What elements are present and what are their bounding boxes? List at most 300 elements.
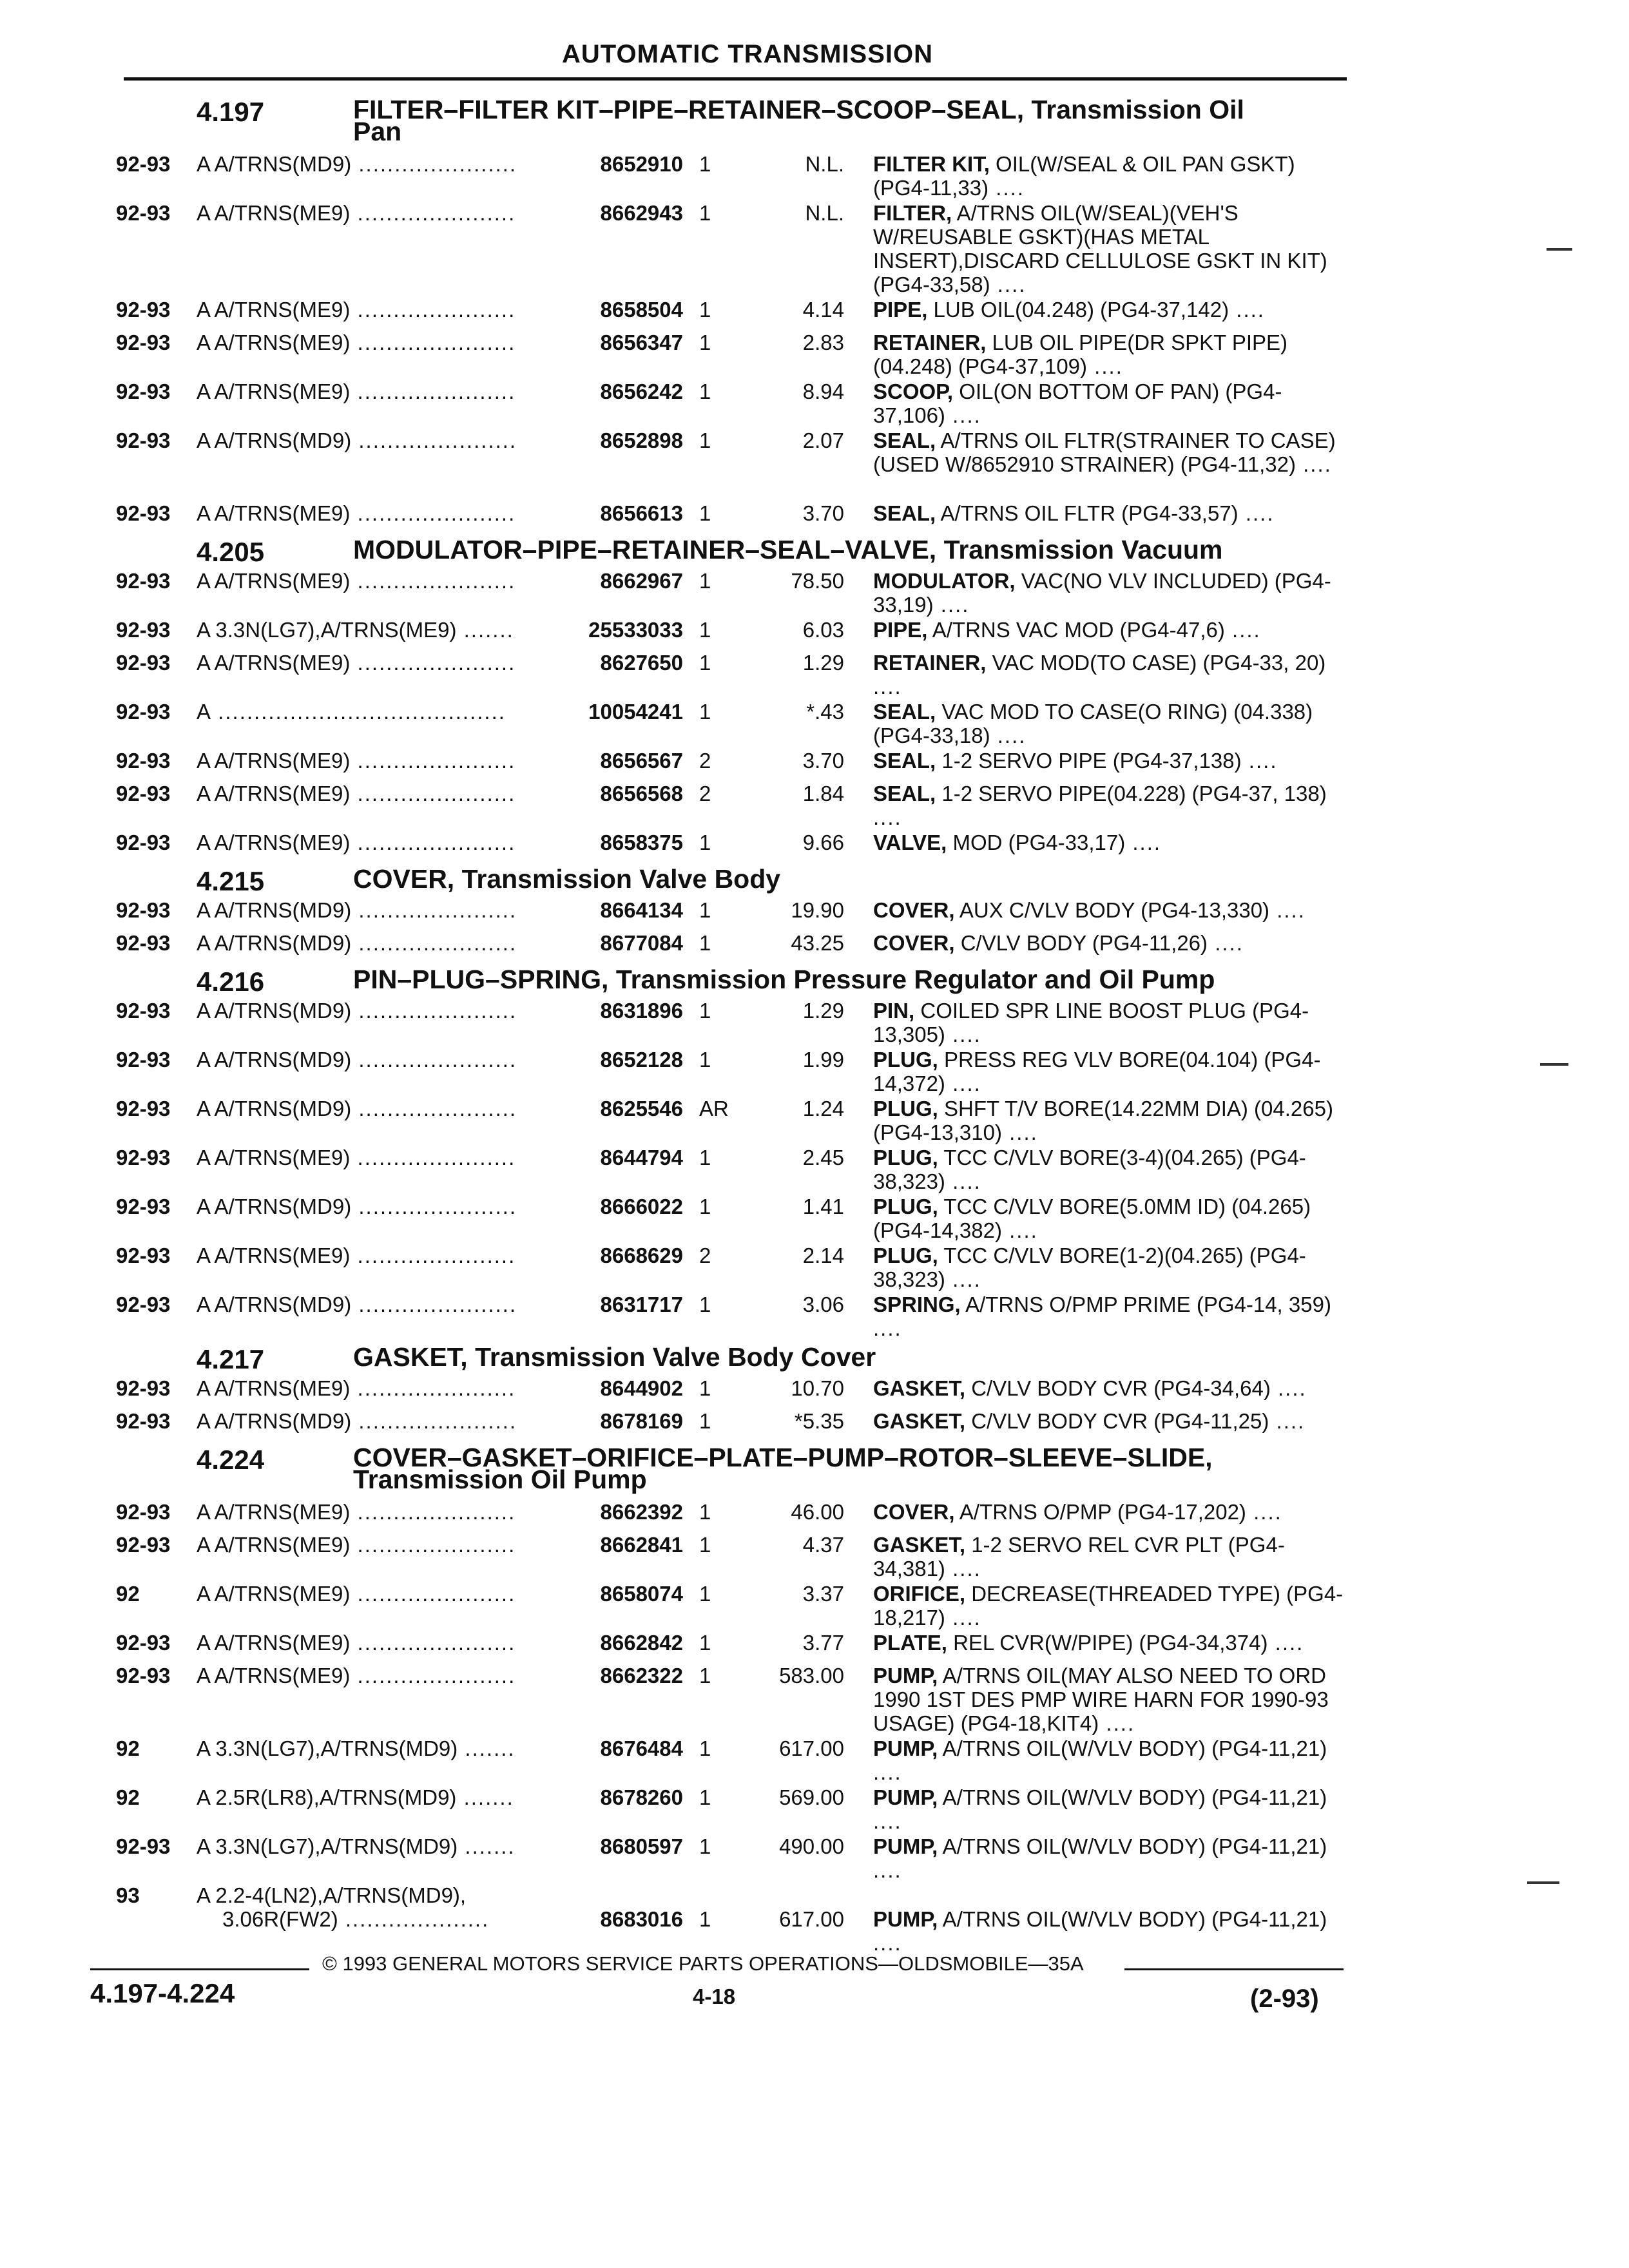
section-title — [353, 537, 1223, 562]
quantity: 1 — [699, 569, 711, 593]
part-description — [873, 1785, 1347, 1833]
application-text: A 2.2-4(LN2),A/TRNS(MD9), — [197, 1883, 467, 1907]
part-number: 8627650 — [600, 651, 683, 675]
footer-rule-left — [90, 1968, 309, 1970]
leader-dots: ...................... — [350, 1146, 516, 1169]
part-description — [873, 1293, 1347, 1340]
part-detail: VAC(NO VLV INCLUDED) (PG4-33,19) — [873, 569, 1331, 617]
unit-price: 8.94 — [802, 380, 844, 403]
application-text: A 2.5R(LR8),A/TRNS(MD9) — [197, 1785, 457, 1809]
part-detail: VAC MOD(TO CASE) (PG4-33, 20) — [992, 651, 1326, 675]
part-detail: C/VLV BODY (PG4-11,26) — [960, 931, 1208, 955]
unit-price: 1.84 — [802, 782, 844, 805]
unit-price: 78.50 — [791, 569, 844, 593]
part-name: PIPE, — [873, 298, 928, 322]
part-detail: TCC C/VLV BORE(3-4)(04.265) (PG4-38,323) — [873, 1146, 1306, 1193]
part-description — [873, 569, 1347, 617]
section-title — [353, 1445, 1213, 1492]
part-detail: AUX C/VLV BODY (PG4-13,330) — [959, 898, 1270, 922]
model-years: 92-93 — [116, 1500, 171, 1524]
leader-dots: .... — [1001, 1120, 1038, 1144]
leader-dots: ...................... — [350, 380, 516, 403]
leader-dots: .... — [1224, 618, 1261, 642]
application — [197, 1736, 557, 1760]
leader-dots: .... — [873, 1760, 902, 1784]
leader-dots: ....... — [458, 1736, 516, 1760]
header-rule — [124, 77, 1347, 81]
part-name: PUMP, — [873, 1664, 938, 1687]
model-years: 92-93 — [116, 700, 171, 724]
part-description — [873, 380, 1347, 427]
leader-dots: ........................................ — [211, 700, 506, 724]
unit-price: 46.00 — [791, 1500, 844, 1524]
model-years: 92-93 — [116, 298, 171, 322]
quantity: 1 — [699, 1500, 711, 1524]
part-description — [873, 1146, 1347, 1193]
leader-dots: .... — [1269, 898, 1306, 922]
part-description — [873, 1533, 1347, 1581]
part-description — [873, 831, 1347, 854]
part-description — [873, 1048, 1347, 1095]
application-text: A A/TRNS(ME9) — [197, 201, 351, 225]
part-name: COVER, — [873, 1500, 955, 1524]
part-number: 8662322 — [600, 1664, 683, 1687]
leader-dots: ...................... — [350, 201, 516, 225]
part-name: ORIFICE, — [873, 1582, 966, 1606]
quantity: 2 — [699, 749, 711, 773]
part-description — [873, 1907, 1347, 1955]
leader-dots: ...................... — [351, 1048, 517, 1072]
part-description — [873, 999, 1347, 1046]
model-years: 92-93 — [116, 1195, 171, 1218]
part-number: 8656347 — [600, 331, 683, 354]
leader-dots: ...................... — [350, 501, 516, 525]
application-text: A A/TRNS(ME9) — [197, 1631, 351, 1655]
section-number: 4.217 — [197, 1344, 265, 1374]
part-number: 8631717 — [600, 1293, 683, 1316]
application-text: A A/TRNS(ME9) — [197, 651, 351, 675]
part-description — [873, 931, 1347, 955]
application — [197, 1582, 557, 1606]
unit-price: 3.77 — [802, 1631, 844, 1655]
leader-dots: .... — [1001, 1218, 1038, 1242]
leader-dots: ...................... — [350, 1500, 516, 1524]
application — [197, 428, 557, 452]
quantity: 1 — [699, 898, 711, 922]
unit-price: 4.14 — [802, 298, 844, 322]
leader-dots: ...................... — [350, 569, 516, 593]
unit-price: 1.29 — [802, 651, 844, 675]
part-detail: SHFT T/V BORE(14.22MM DIA) (04.265) (PG4-13,310) — [873, 1097, 1333, 1144]
part-detail: VAC MOD TO CASE(O RING) (04.338) (PG4-33,18) — [873, 700, 1313, 747]
leader-dots: .... — [1269, 1409, 1306, 1433]
application — [197, 1834, 557, 1858]
quantity: 1 — [699, 298, 711, 322]
quantity: 1 — [699, 428, 711, 452]
leader-dots: ...................... — [350, 1244, 516, 1267]
part-number: 8678260 — [600, 1785, 683, 1809]
unit-price: 2.83 — [802, 331, 844, 354]
application — [197, 201, 557, 225]
part-number: 8644902 — [600, 1376, 683, 1400]
quantity: 1 — [699, 380, 711, 403]
part-description — [873, 428, 1347, 476]
part-detail: COILED SPR LINE BOOST PLUG (PG4-13,305) — [873, 999, 1309, 1046]
part-number: 8678169 — [600, 1409, 683, 1433]
leader-dots: .... — [945, 1606, 981, 1629]
part-description — [873, 1664, 1347, 1735]
application-text-line2: 3.06R(FW2) — [222, 1907, 338, 1931]
leader-dots: .... — [1099, 1711, 1135, 1735]
part-description — [873, 651, 1347, 698]
application-text: A A/TRNS(ME9) — [197, 831, 351, 854]
part-name: PUMP, — [873, 1907, 938, 1931]
model-years: 92-93 — [116, 569, 171, 593]
unit-price: 4.37 — [802, 1533, 844, 1557]
application-text: A A/TRNS(ME9) — [197, 298, 351, 322]
leader-dots: .... — [873, 805, 902, 829]
part-detail: C/VLV BODY CVR (PG4-34,64) — [971, 1376, 1271, 1400]
application — [197, 331, 557, 354]
part-name: PUMP, — [873, 1834, 938, 1858]
section-title-line1: COVER–GASKET–ORIFICE–PLATE–PUMP–ROTOR–SLEEVE–SLIDE, — [353, 1443, 1213, 1472]
quantity: 1 — [699, 201, 711, 225]
part-name: SPRING, — [873, 1293, 961, 1316]
unit-price: 1.29 — [802, 999, 844, 1023]
model-years: 92 — [116, 1736, 140, 1760]
part-name: SEAL, — [873, 782, 936, 805]
leader-dots: ...................... — [350, 331, 516, 354]
quantity: 1 — [699, 1195, 711, 1218]
quantity: 1 — [699, 1834, 711, 1858]
quantity: 1 — [699, 1409, 711, 1433]
application-text: A 3.3N(LG7),A/TRNS(ME9) — [197, 618, 457, 642]
application — [197, 651, 557, 675]
part-detail: PRESS REG VLV BORE(04.104) (PG4-14,372) — [873, 1048, 1321, 1095]
application-text: A A/TRNS(MD9) — [197, 898, 352, 922]
unit-price: 1.99 — [802, 1048, 844, 1072]
model-years: 92-93 — [116, 1533, 171, 1557]
quantity: 1 — [699, 1048, 711, 1072]
part-name: PLUG, — [873, 1244, 938, 1267]
part-detail: MOD (PG4-33,17) — [952, 831, 1126, 854]
leader-dots: .... — [945, 1557, 981, 1581]
quantity: 2 — [699, 1244, 711, 1267]
unit-price: 2.07 — [802, 428, 844, 452]
part-number: 8652910 — [600, 152, 683, 176]
leader-dots: .... — [1208, 931, 1244, 955]
unit-price: N.L. — [805, 201, 844, 225]
footer-revision-date: (2-93) — [1250, 1984, 1319, 2013]
page-header-title: AUTOMATIC TRANSMISSION — [561, 40, 934, 68]
section-number: 4.216 — [197, 966, 265, 997]
application-text: A A/TRNS(ME9) — [197, 1533, 351, 1557]
leader-dots: ...................... — [350, 1631, 516, 1655]
model-years: 92-93 — [116, 331, 171, 354]
part-description — [873, 898, 1347, 922]
quantity: 1 — [699, 1785, 711, 1809]
part-name: FILTER, — [873, 201, 952, 225]
unit-price: 2.45 — [802, 1146, 844, 1169]
model-years: 93 — [116, 1883, 140, 1907]
part-name: PUMP, — [873, 1785, 938, 1809]
application — [197, 1048, 557, 1072]
model-years: 92-93 — [116, 201, 171, 225]
application-text: A 3.3N(LG7),A/TRNS(MD9) — [197, 1834, 458, 1858]
unit-price: 569.00 — [779, 1785, 844, 1809]
application-text: A A/TRNS(ME9) — [197, 1244, 351, 1267]
quantity: 2 — [699, 782, 711, 805]
unit-price: 3.70 — [802, 749, 844, 773]
part-detail: TCC C/VLV BORE(5.0MM ID) (04.265) (PG4-14,382) — [873, 1195, 1311, 1242]
application — [197, 1195, 557, 1218]
unit-price: 3.37 — [802, 1582, 844, 1606]
application-text: A A/TRNS(MD9) — [197, 1195, 352, 1218]
part-name: FILTER KIT, — [873, 152, 990, 176]
unit-price: 10.70 — [791, 1376, 844, 1400]
leader-dots: .... — [873, 1931, 902, 1955]
part-number: 8676484 — [600, 1736, 683, 1760]
part-number: 8658504 — [600, 298, 683, 322]
part-number: 8658375 — [600, 831, 683, 854]
leader-dots: .... — [873, 675, 902, 698]
model-years: 92-93 — [116, 999, 171, 1023]
part-name: PUMP, — [873, 1736, 938, 1760]
model-years: 92-93 — [116, 428, 171, 452]
application-text: A A/TRNS(ME9) — [197, 380, 351, 403]
part-number: 8683016 — [600, 1907, 683, 1931]
leader-dots: ...................... — [350, 1582, 516, 1606]
part-description — [873, 749, 1347, 773]
part-detail: A/TRNS OIL(W/VLV BODY) (PG4-11,21) — [942, 1834, 1327, 1858]
part-description — [873, 618, 1347, 642]
leader-dots: .... — [945, 403, 981, 427]
part-name: PLUG, — [873, 1195, 938, 1218]
model-years: 92-93 — [116, 651, 171, 675]
leader-dots: .... — [933, 593, 970, 617]
leader-dots: .... — [1229, 298, 1265, 322]
model-years: 92-93 — [116, 1097, 171, 1120]
leader-dots: .... — [1125, 831, 1162, 854]
unit-price: N.L. — [805, 152, 844, 176]
model-years: 92-93 — [116, 1244, 171, 1267]
model-years: 92-93 — [116, 1664, 171, 1687]
part-name: GASKET, — [873, 1533, 966, 1557]
unit-price: 1.41 — [802, 1195, 844, 1218]
application-text: A A/TRNS(ME9) — [197, 1376, 351, 1400]
leader-dots: ...................... — [350, 1664, 516, 1687]
unit-price: 6.03 — [802, 618, 844, 642]
application — [197, 1664, 557, 1687]
application — [197, 1883, 557, 1931]
section-title-line1: COVER, Transmission Valve Body — [353, 864, 781, 894]
part-description — [873, 1834, 1347, 1882]
part-number: 8677084 — [600, 931, 683, 955]
unit-price: 490.00 — [779, 1834, 844, 1858]
part-number: 8652898 — [600, 428, 683, 452]
leader-dots: .... — [873, 1316, 902, 1340]
quantity: 1 — [699, 1736, 711, 1760]
part-number: 8662841 — [600, 1533, 683, 1557]
part-number: 8662967 — [600, 569, 683, 593]
part-description — [873, 782, 1347, 829]
leader-dots: .... — [873, 1809, 902, 1833]
part-number: 8656242 — [600, 380, 683, 403]
part-description — [873, 1244, 1347, 1291]
unit-price: *.43 — [806, 700, 844, 724]
application — [197, 1146, 557, 1169]
quantity: 1 — [699, 501, 711, 525]
application-text: A A/TRNS(MD9) — [197, 1409, 352, 1433]
section-title-line1: PIN–PLUG–SPRING, Transmission Pressure Regulator and Oil Pump — [353, 965, 1215, 994]
leader-dots: .... — [1268, 1631, 1304, 1655]
footer-page-number: 4-18 — [693, 1984, 736, 2008]
leader-dots: .... — [1270, 1376, 1307, 1400]
quantity: 1 — [699, 152, 711, 176]
unit-price: 3.70 — [802, 501, 844, 525]
unit-price: 43.25 — [791, 931, 844, 955]
part-name: PLUG, — [873, 1048, 938, 1072]
part-detail: A/TRNS O/PMP PRIME (PG4-14, 359) — [965, 1293, 1331, 1316]
model-years: 92-93 — [116, 1631, 171, 1655]
part-detail: A/TRNS OIL(MAY ALSO NEED TO ORD 1990 1ST DES PMP WIRE HARN FOR 1990-93 USAGE) (PG4-18,KIT4) — [873, 1664, 1329, 1735]
application — [197, 931, 557, 955]
section-number: 4.215 — [197, 866, 265, 896]
part-number: 8666022 — [600, 1195, 683, 1218]
part-description — [873, 201, 1347, 296]
quantity: 1 — [699, 931, 711, 955]
part-description — [873, 1376, 1347, 1400]
model-years: 92-93 — [116, 749, 171, 773]
part-name: MODULATOR, — [873, 569, 1016, 593]
model-years: 92-93 — [116, 1834, 171, 1858]
leader-dots: .... — [1246, 1500, 1282, 1524]
section-title-line2: Transmission Oil Pump — [353, 1465, 647, 1494]
part-name: GASKET, — [873, 1376, 966, 1400]
part-name: SEAL, — [873, 428, 936, 452]
part-detail: C/VLV BODY CVR (PG4-11,25) — [971, 1409, 1269, 1433]
leader-dots: .... — [1087, 354, 1123, 378]
part-description — [873, 700, 1347, 747]
part-detail: 1-2 SERVO PIPE(04.228) (PG4-37, 138) — [941, 782, 1327, 805]
part-number: 8644794 — [600, 1146, 683, 1169]
part-name: COVER, — [873, 931, 955, 955]
part-number: 25533033 — [588, 618, 683, 642]
application — [197, 999, 557, 1023]
leader-dots: ...................... — [351, 898, 517, 922]
model-years: 92-93 — [116, 782, 171, 805]
margin-mark — [1547, 248, 1572, 251]
leader-dots: ...................... — [350, 831, 516, 854]
section-title — [353, 97, 1244, 144]
section-title-line2: Pan — [353, 117, 402, 146]
model-years: 92-93 — [116, 1376, 171, 1400]
leader-dots: ....... — [456, 1785, 514, 1809]
part-detail: A/TRNS OIL(W/SEAL)(VEH'S W/REUSABLE GSKT)(HAS METAL INSERT),DISCARD CELLULOSE GSKT IN KIT) (PG4-33,58) — [873, 201, 1327, 296]
part-name: PIPE, — [873, 618, 928, 642]
part-detail: LUB OIL PIPE(DR SPKT PIPE) (04.248) (PG4-37,109) — [873, 331, 1288, 378]
part-detail: A/TRNS VAC MOD (PG4-47,6) — [932, 618, 1225, 642]
leader-dots: .... — [945, 1072, 981, 1095]
part-description — [873, 1736, 1347, 1784]
model-years: 92-93 — [116, 1409, 171, 1433]
part-number: 8625546 — [600, 1097, 683, 1120]
leader-dots: ...................... — [351, 999, 517, 1023]
unit-price: 583.00 — [779, 1664, 844, 1687]
part-detail: DECREASE(THREADED TYPE) (PG4-18,217) — [873, 1582, 1344, 1629]
application — [197, 1409, 557, 1433]
leader-dots: ...................... — [350, 749, 516, 773]
quantity: 1 — [699, 1907, 711, 1931]
application — [197, 1500, 557, 1524]
part-number: 8656613 — [600, 501, 683, 525]
part-number: 8656567 — [600, 749, 683, 773]
part-name: RETAINER, — [873, 331, 987, 354]
leader-dots: .................... — [338, 1907, 490, 1931]
application-text: A 3.3N(LG7),A/TRNS(MD9) — [197, 1736, 458, 1760]
leader-dots: ...................... — [351, 1409, 517, 1433]
part-name: SCOOP, — [873, 380, 954, 403]
leader-dots: ...................... — [351, 1195, 517, 1218]
part-description — [873, 298, 1347, 322]
model-years: 92-93 — [116, 1048, 171, 1072]
quantity: 1 — [699, 1631, 711, 1655]
leader-dots: ...................... — [350, 298, 516, 322]
quantity: 1 — [699, 1146, 711, 1169]
application — [197, 618, 557, 642]
part-number: 8664134 — [600, 898, 683, 922]
application — [197, 700, 557, 724]
part-number: 8680597 — [600, 1834, 683, 1858]
margin-mark — [1527, 1881, 1559, 1884]
section-title — [353, 1344, 876, 1370]
quantity: 1 — [699, 700, 711, 724]
model-years: 92-93 — [116, 831, 171, 854]
footer-rule-right — [1124, 1968, 1344, 1970]
leader-dots: .... — [1295, 452, 1332, 476]
part-detail: A/TRNS OIL(W/VLV BODY) (PG4-11,21) — [942, 1736, 1327, 1760]
application-text: A A/TRNS(ME9) — [197, 501, 351, 525]
part-description — [873, 1631, 1347, 1655]
leader-dots: .... — [988, 176, 1025, 200]
part-name: RETAINER, — [873, 651, 987, 675]
part-detail: A/TRNS OIL FLTR(STRAINER TO CASE)(USED W/8652910 STRAINER) (PG4-11,32) — [873, 428, 1336, 476]
part-number: 10054241 — [588, 700, 683, 724]
unit-price: *5.35 — [794, 1409, 844, 1433]
unit-price: 1.24 — [802, 1097, 844, 1120]
part-detail: LUB OIL(04.248) (PG4-37,142) — [933, 298, 1229, 322]
quantity: 1 — [699, 1293, 711, 1316]
part-name: PLUG, — [873, 1146, 938, 1169]
part-name: GASKET, — [873, 1409, 966, 1433]
quantity: 1 — [699, 651, 711, 675]
part-name: PLUG, — [873, 1097, 938, 1120]
quantity: 1 — [699, 618, 711, 642]
model-years: 92-93 — [116, 618, 171, 642]
section-number: 4.224 — [197, 1445, 265, 1475]
leader-dots: ...................... — [351, 1293, 517, 1316]
application — [197, 380, 557, 403]
application-text: A A/TRNS(ME9) — [197, 749, 351, 773]
part-number: 8631896 — [600, 999, 683, 1023]
part-name: SEAL, — [873, 749, 936, 773]
part-name: COVER, — [873, 898, 955, 922]
part-detail: OIL(W/SEAL & OIL PAN GSKT) (PG4-11,33) — [873, 152, 1295, 200]
part-number: 8662392 — [600, 1500, 683, 1524]
unit-price: 617.00 — [779, 1907, 844, 1931]
application — [197, 1244, 557, 1267]
part-detail: 1-2 SERVO REL CVR PLT (PG4-34,381) — [873, 1533, 1285, 1581]
